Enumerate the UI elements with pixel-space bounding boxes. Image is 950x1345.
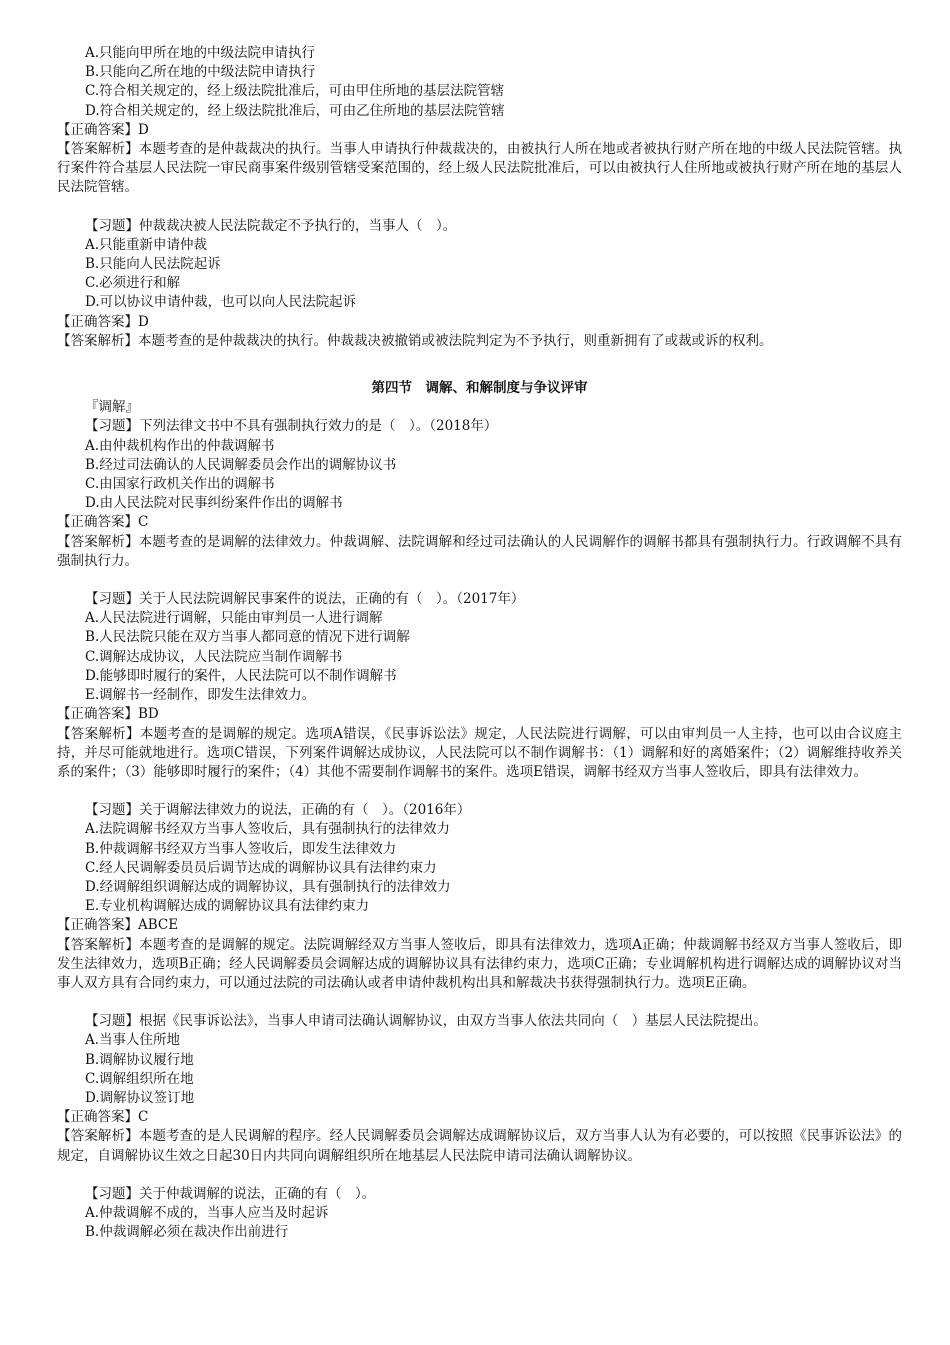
question-text: 【习题】仲裁裁决被人民法院裁定不予执行的，当事人（ ）。	[85, 217, 457, 234]
answer-analysis: 【答案解析】本题考查的是调解的法律效力。仲裁调解、法院调解和经过司法确认的人民调解作的调解书都具有强制执行力。行政调解不具有强制执行力。	[57, 533, 902, 569]
option-b: B.调解协议履行地	[85, 1051, 194, 1068]
answer-analysis: 【答案解析】本题考查的是调解的规定。选项A错误，《民事诉讼法》规定，人民法院进行调解，可以由审判员一人主持，也可以由合议庭主持，并尽可能就地进行。选项C错误，下列案件调解达成协议，人民法院可以不制作调解书：（1）调解和好的离婚案件；（2）调解维持收养关系的案件；（3）能够即时履行的案件；（4）其他不需要制作调解书的案件。选项E错误，调解书经双方当事人签收后，即具有法律效力。	[57, 725, 902, 780]
answer-analysis: 【答案解析】本题考查的是仲裁裁决的执行。仲裁裁决被撤销或被法院判定为不予执行，则重新拥有了或裁或诉的权利。	[57, 332, 773, 349]
document-page	[57, 44, 902, 1242]
correct-answer: 【正确答案】ABCE	[57, 917, 179, 934]
answer-analysis: 【答案解析】本题考查的是调解的规定。法院调解经双方当事人签收后，即具有法律效力，选项A正确；仲裁调解书经双方当事人签收后，即发生法律效力，选项B正确；经人民调解委员会调解达成的调解协议具有法律约束力，选项C正确；专业调解机构进行调解达成的调解协议对当事人双方具有合同约束力，可以通过法院的司法确认或者申请仲裁机构出具和解裁决书获得强制执行力。选项E正确。	[57, 936, 902, 991]
option-b: B.仲裁调解书经双方当事人签收后，即发生法律效力	[85, 840, 397, 857]
option-c: C.符合相关规定的，经上级法院批准后，可由甲住所地的基层法院管辖	[85, 83, 505, 100]
correct-answer: 【正确答案】D	[57, 313, 149, 330]
section-title: 第四节 调解、和解制度与争议评审	[371, 380, 588, 397]
correct-answer: 【正确答案】BD	[57, 706, 159, 723]
question-text: 【习题】关于人民法院调解民事案件的说法，正确的有（ ）。（2017年）	[85, 591, 525, 608]
option-c: C.调解达成协议，人民法院应当制作调解书	[85, 648, 343, 665]
option-d: D.由人民法院对民事纠纷案件作出的调解书	[85, 495, 343, 512]
option-a: A.当事人住所地	[85, 1032, 181, 1049]
option-d: D.可以协议申请仲裁，也可以向人民法院起诉	[85, 294, 357, 311]
question-text: 【习题】下列法律文书中不具有强制执行效力的是（ ）。（2018年）	[85, 418, 498, 435]
option-d: D.调解协议签订地	[85, 1089, 195, 1106]
option-b: B.经过司法确认的人民调解委员会作出的调解协议书	[85, 456, 397, 473]
section-subtitle: 『调解』	[85, 399, 139, 416]
option-a: A.由仲裁机构作出的仲裁调解书	[85, 437, 275, 454]
option-d: D.符合相关规定的，经上级法院批准后，可由乙住所地的基层法院管辖	[85, 102, 505, 119]
option-a: A.人民法院进行调解，只能由审判员一人进行调解	[85, 610, 383, 627]
option-a: A.只能向甲所在地的中级法院申请执行	[85, 45, 316, 61]
option-c: C.经人民调解委员员后调节达成的调解协议具有法律约束力	[85, 859, 437, 876]
correct-answer: 【正确答案】C	[57, 514, 149, 531]
option-b: B.仲裁调解必须在裁决作出前进行	[85, 1224, 289, 1241]
question-block	[57, 801, 902, 993]
option-c: C.调解组织所在地	[85, 1070, 194, 1087]
correct-answer: 【正确答案】C	[57, 1109, 149, 1126]
option-b: B.只能向人民法院起诉	[85, 256, 221, 273]
option-b: B.人民法院只能在双方当事人都同意的情况下进行调解	[85, 629, 410, 646]
question-block	[57, 590, 902, 782]
option-e: E.调解书一经制作，即发生法律效力。	[85, 687, 316, 704]
question-block	[57, 1185, 902, 1243]
option-c: C.由国家行政机关作出的调解书	[85, 476, 275, 493]
option-a: A.仲裁调解不成的，当事人应当及时起诉	[85, 1204, 329, 1221]
option-e: E.专业机构调解达成的调解协议具有法律约束力	[85, 898, 370, 915]
question-block	[57, 217, 902, 351]
answer-analysis: 【答案解析】本题考查的是人民调解的程序。经人民调解委员会调解达成调解协议后，双方当事人认为有必要的，可以按照《民事诉讼法》的规定，自调解协议生效之日起30日内共同向调解组织所在地基层人民法院申请司法确认调解协议。	[57, 1128, 902, 1164]
option-c: C.必须进行和解	[85, 275, 181, 292]
answer-analysis: 【答案解析】本题考查的是仲裁裁决的执行。当事人申请执行仲裁裁决的，由被执行人所在地或者被执行财产所在地的中级人民法院管辖。执行案件符合基层人民法院一审民商事案件级别管辖受案范围的，经上级人民法院批准后，可以由被执行人住所地或被执行财产所在地的基层人民法院管辖。	[57, 141, 902, 196]
option-d: D.经调解组织调解达成的调解协议，具有强制执行的法律效力	[85, 878, 451, 895]
option-d: D.能够即时履行的案件，人民法院可以不制作调解书	[85, 667, 397, 684]
question-text: 【习题】关于调解法律效力的说法，正确的有（ ）。（2016年）	[85, 802, 471, 819]
question-block	[57, 417, 902, 571]
correct-answer: 【正确答案】D	[57, 121, 149, 138]
question-text: 【习题】关于仲裁调解的说法，正确的有（ ）。	[85, 1185, 376, 1202]
question-block	[57, 1012, 902, 1166]
question-block	[57, 44, 902, 198]
option-a: A.法院调解书经双方当事人签收后，具有强制执行的法律效力	[85, 821, 451, 838]
question-text: 【习题】根据《民事诉讼法》，当事人申请司法确认调解协议，由双方当事人依法共同向（ ）基层人民法院提出。	[85, 1013, 767, 1030]
option-b: B.只能向乙所在地的中级法院申请执行	[85, 64, 316, 81]
option-a: A.只能重新申请仲裁	[85, 236, 208, 253]
